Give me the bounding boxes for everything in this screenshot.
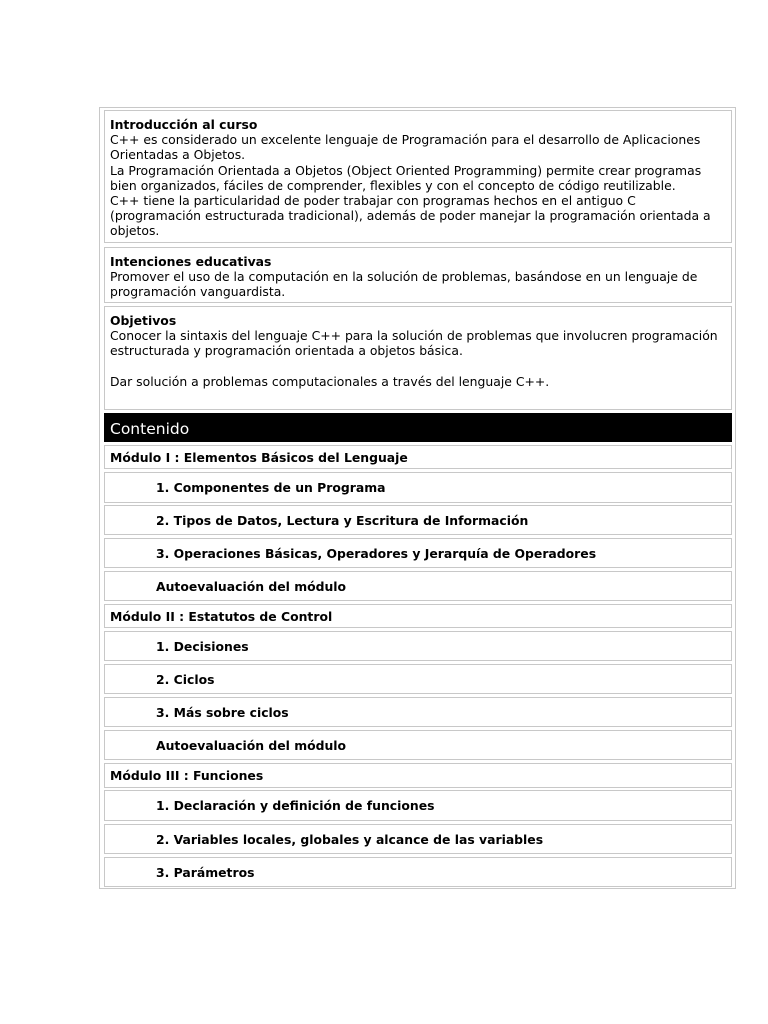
lesson-title: 3. Operaciones Básicas, Operadores y Jerarquía de Operadores xyxy=(156,545,597,561)
lesson-link[interactable] xyxy=(104,664,732,694)
module-title: Módulo I : Elementos Básicos del Lenguaje xyxy=(110,449,408,465)
lesson-link[interactable] xyxy=(104,538,732,568)
intenciones-section xyxy=(104,247,732,303)
lesson-link[interactable] xyxy=(104,697,732,727)
intro-line: objetos. xyxy=(110,223,160,239)
lesson-link[interactable] xyxy=(104,824,732,854)
intenciones-title: Intenciones educativas xyxy=(110,254,272,269)
lesson-title: Autoevaluación del módulo xyxy=(156,737,347,753)
lesson-title: 1. Decisiones xyxy=(156,638,249,654)
lesson-title: 2. Ciclos xyxy=(156,671,215,687)
intro-line: (programación estructurada tradicional), además de poder manejar la programación orientada a xyxy=(110,208,711,224)
intro-line: C++ tiene la particularidad de poder trabajar con programas hechos en el antiguo C xyxy=(110,193,636,209)
module-row[interactable] xyxy=(104,445,732,469)
self-evaluation-link[interactable] xyxy=(104,571,732,601)
objetivos-line: Conocer la sintaxis del lenguaje C++ para la solución de problemas que involucren programación xyxy=(110,328,718,344)
module-row[interactable] xyxy=(104,763,732,788)
lesson-link[interactable] xyxy=(104,505,732,535)
intro-line: Orientadas a Objetos. xyxy=(110,147,246,163)
lesson-title: 3. Más sobre ciclos xyxy=(156,704,289,720)
objetivos-title: Objetivos xyxy=(110,313,177,328)
intro-line: bien organizados, fáciles de comprender, flexibles y con el concepto de código reutilizable. xyxy=(110,177,676,193)
module-title: Módulo III : Funciones xyxy=(110,768,264,783)
contenido-title: Contenido xyxy=(110,420,190,438)
contenido-banner xyxy=(104,413,732,442)
lesson-link[interactable] xyxy=(104,857,732,887)
lesson-link[interactable] xyxy=(104,631,732,661)
intenciones-line: Promover el uso de la computación en la solución de problemas, basándose en un lenguaje de xyxy=(110,269,698,285)
objetivos-section xyxy=(104,306,732,410)
lesson-title: Autoevaluación del módulo xyxy=(156,578,347,594)
module-title: Módulo II : Estatutos de Control xyxy=(110,608,333,624)
lesson-title: 1. Declaración y definición de funciones xyxy=(156,798,435,813)
self-evaluation-link[interactable] xyxy=(104,730,732,760)
lesson-title: 2. Variables locales, globales y alcance de las variables xyxy=(156,831,544,847)
intenciones-line: programación vanguardista. xyxy=(110,284,286,300)
intro-line: La Programación Orientada a Objetos (Object Oriented Programming) permite crear programas xyxy=(110,162,702,178)
intro-section xyxy=(104,110,732,243)
lesson-title: 3. Parámetros xyxy=(156,864,255,880)
lesson-link[interactable] xyxy=(104,472,732,503)
objetivos-line: estructurada y programación orientada a objetos básica. xyxy=(110,343,463,359)
intro-line: C++ es considerado un excelente lenguaje de Programación para el desarrollo de Aplicaciones xyxy=(110,132,701,148)
module-row[interactable] xyxy=(104,604,732,628)
intro-title: Introducción al curso xyxy=(110,117,258,132)
course-table xyxy=(99,107,736,889)
lesson-title: 1. Componentes de un Programa xyxy=(156,480,386,495)
lesson-link[interactable] xyxy=(104,790,732,821)
objetivos-line: Dar solución a problemas computacionales a través del lenguaje C++. xyxy=(110,373,550,389)
lesson-title: 2. Tipos de Datos, Lectura y Escritura de Información xyxy=(156,512,529,528)
